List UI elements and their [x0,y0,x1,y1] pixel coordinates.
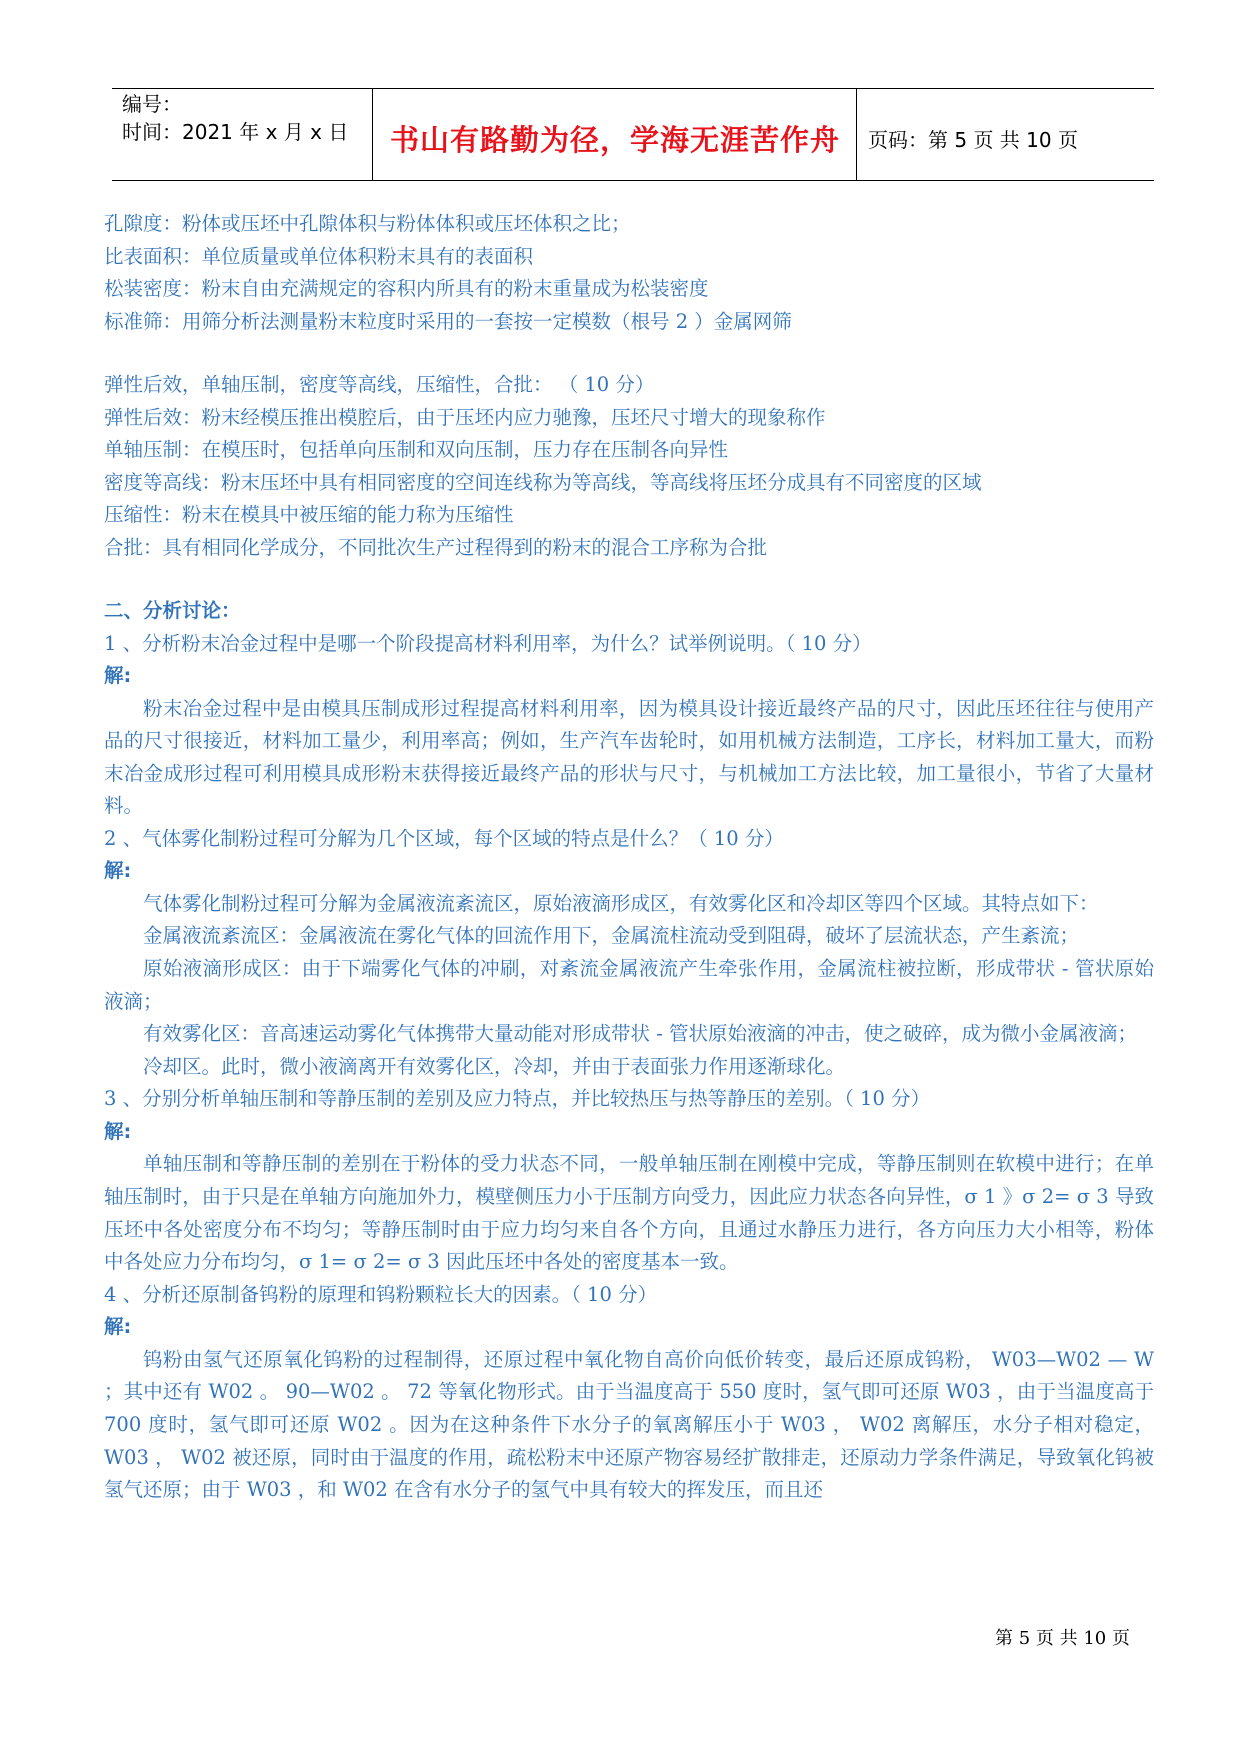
question-4: 4 、分析还原制备钨粉的原理和钨粉颗粒长大的因素。（ 10 分） [104,1282,658,1306]
definition-heading: 弹性后效，单轴压制，密度等高线，压缩性，合批： （ 10 分） [104,373,655,396]
header-divider-right [856,88,857,181]
answer-3: 单轴压制和等静压制的差别在于粉体的受力状态不同，一般单轴压制在刚模中完成，等静压制则在软模中进行；在单轴压制时，由于只是在单轴方向施加外力，模壁侧压力小于压制方向受力，因此应力状态各向异性，σ 1 》σ 2= σ 3 导致压坯中各处密度分布不均匀；等静压制时由于应力均匀来自各个方向，且通过水静压力进行，各方向压力大小相等，粉体中各处应力分布均匀，σ 1= σ 2= σ 3 因此压坯中各处的密度基本一致。 [104,1152,1154,1274]
definition-line: 合批：具有相同化学成分，不同批次生产过程得到的粉末的混合工序称为合批 [104,535,768,559]
definition-line: 弹性后效：粉末经模压推出模腔后，由于压坯内应力驰豫，压坯尺寸增大的现象称作 [104,405,826,429]
answer-label: 解: [104,1315,132,1339]
definition-line: 压缩性：粉末在模具中被压缩的能力称为压缩性 [104,503,514,526]
definition-line: 松装密度：粉末自由充满规定的容积内所具有的粉末重量成为松装密度 [104,277,709,300]
header-motto: 书山有路勤为径，学海无涯苦作舟 [389,123,840,157]
answer-1: 粉末冶金过程中是由模具压制成形过程提高材料利用率，因为模具设计接近最终产品的尺寸，因此压坯往往与使用产品的尺寸很接近，材料加工量少，利用率高；例如，生产汽车齿轮时，如用机械方法制造，工序长，材料加工量大，而粉末冶金成形过程可利用模具成形粉末获得接近最终产品的形状与尺寸，与机械加工方法比较，加工量很小，节省了大量材料。 [104,696,1154,818]
answer-2-zone-3: 有效雾化区：音高速运动雾化气体携带大量动能对形成带状 - 管状原始液滴的冲击，使之破碎，成为微小金属液滴； [143,1022,1137,1046]
header-top-rule [112,88,1154,89]
document-number-label: 编号： [122,92,182,116]
header-page-label: 页码：第 5 页 共 10 页 [868,128,1078,152]
answer-label: 解: [104,664,132,687]
header-bottom-rule [112,180,1154,181]
definition-line: 单轴压制：在模压时，包括单向压制和双向压制，压力存在压制各向异性 [104,438,729,461]
document-time-label: 时间：2021 年 x 月 x 日 [122,120,349,144]
definition-line: 标准筛：用筛分析法测量粉末粒度时采用的一套按一定模数（根号 2 ）金属网筛 [104,309,792,333]
definition-line: 孔隙度：粉体或压坯中孔隙体积与粉体体积或压坯体积之比； [104,212,631,235]
page-footer: 第 5 页 共 10 页 [995,1628,1130,1649]
document-body [104,208,1154,1507]
question-3: 3 、分别分析单轴压制和等静压制的差别及应力特点，并比较热压与热等静压的差别。（ 10 分） [104,1087,931,1111]
header-meta [122,90,367,146]
answer-2-intro: 气体雾化制粉过程可分解为金属液流紊流区，原始液滴形成区，有效雾化区和冷却区等四个区域。其特点如下： [143,891,1099,915]
answer-2-zone-1: 金属液流紊流区：金属液流在雾化气体的回流作用下，金属流柱流动受到阻碍，破坏了层流状态，产生紊流； [143,924,1080,948]
answer-label: 解: [104,1119,132,1143]
answer-4: 钨粉由氢气还原氧化钨粉的过程制得，还原过程中氧化物自高价向低价转变，最后还原成钨粉， W03—W02 — W ；其中还有 W02 。 90—W02 。 72 等氧化物形式。由于当温度高于 550 度时，氢气即可还原 W03 ，由于当温度高于 700 度时，氢气即可还原 W02 。因为在这种条件下水分子的氧离解压小于 W03 ， W02 离解压，水分子相对稳定， W03 ， W02 被还原，同时由于温度的作用，疏松粉末中还原产物容易经扩散排走，还原动力学条件满足，导致氧化钨被氢气还原；由于 W03 ，和 W02 在含有水分子的氢气中具有较大的挥发压，而且还 [104,1347,1154,1502]
header-divider-left [372,88,373,181]
answer-label: 解: [104,859,132,883]
answer-2-zone-2: 原始液滴形成区：由于下端雾化气体的冲刷，对紊流金属液流产生牵张作用，金属流柱被拉断，形成带状 - 管状原始液滴； [104,957,1154,1013]
spacer [104,564,1154,595]
spacer [104,338,1154,369]
question-1: 1 、分析粉末冶金过程中是哪一个阶段提高材料利用率，为什么？试举例说明。（ 10 分） [104,631,872,655]
definition-line: 比表面积：单位质量或单位体积粉末具有的表面积 [104,244,534,268]
question-2: 2 、气体雾化制粉过程可分解为几个区域，每个区域的特点是什么？（ 10 分） [104,826,784,850]
answer-2-zone-4: 冷却区。此时，微小液滴离开有效雾化区，冷却，并由于表面张力作用逐渐球化。 [143,1054,846,1078]
section-title: 二、分析讨论： [104,599,241,622]
definition-line: 密度等高线：粉末压坯中具有相同密度的空间连线称为等高线，等高线将压坯分成具有不同密度的区域 [104,470,982,494]
